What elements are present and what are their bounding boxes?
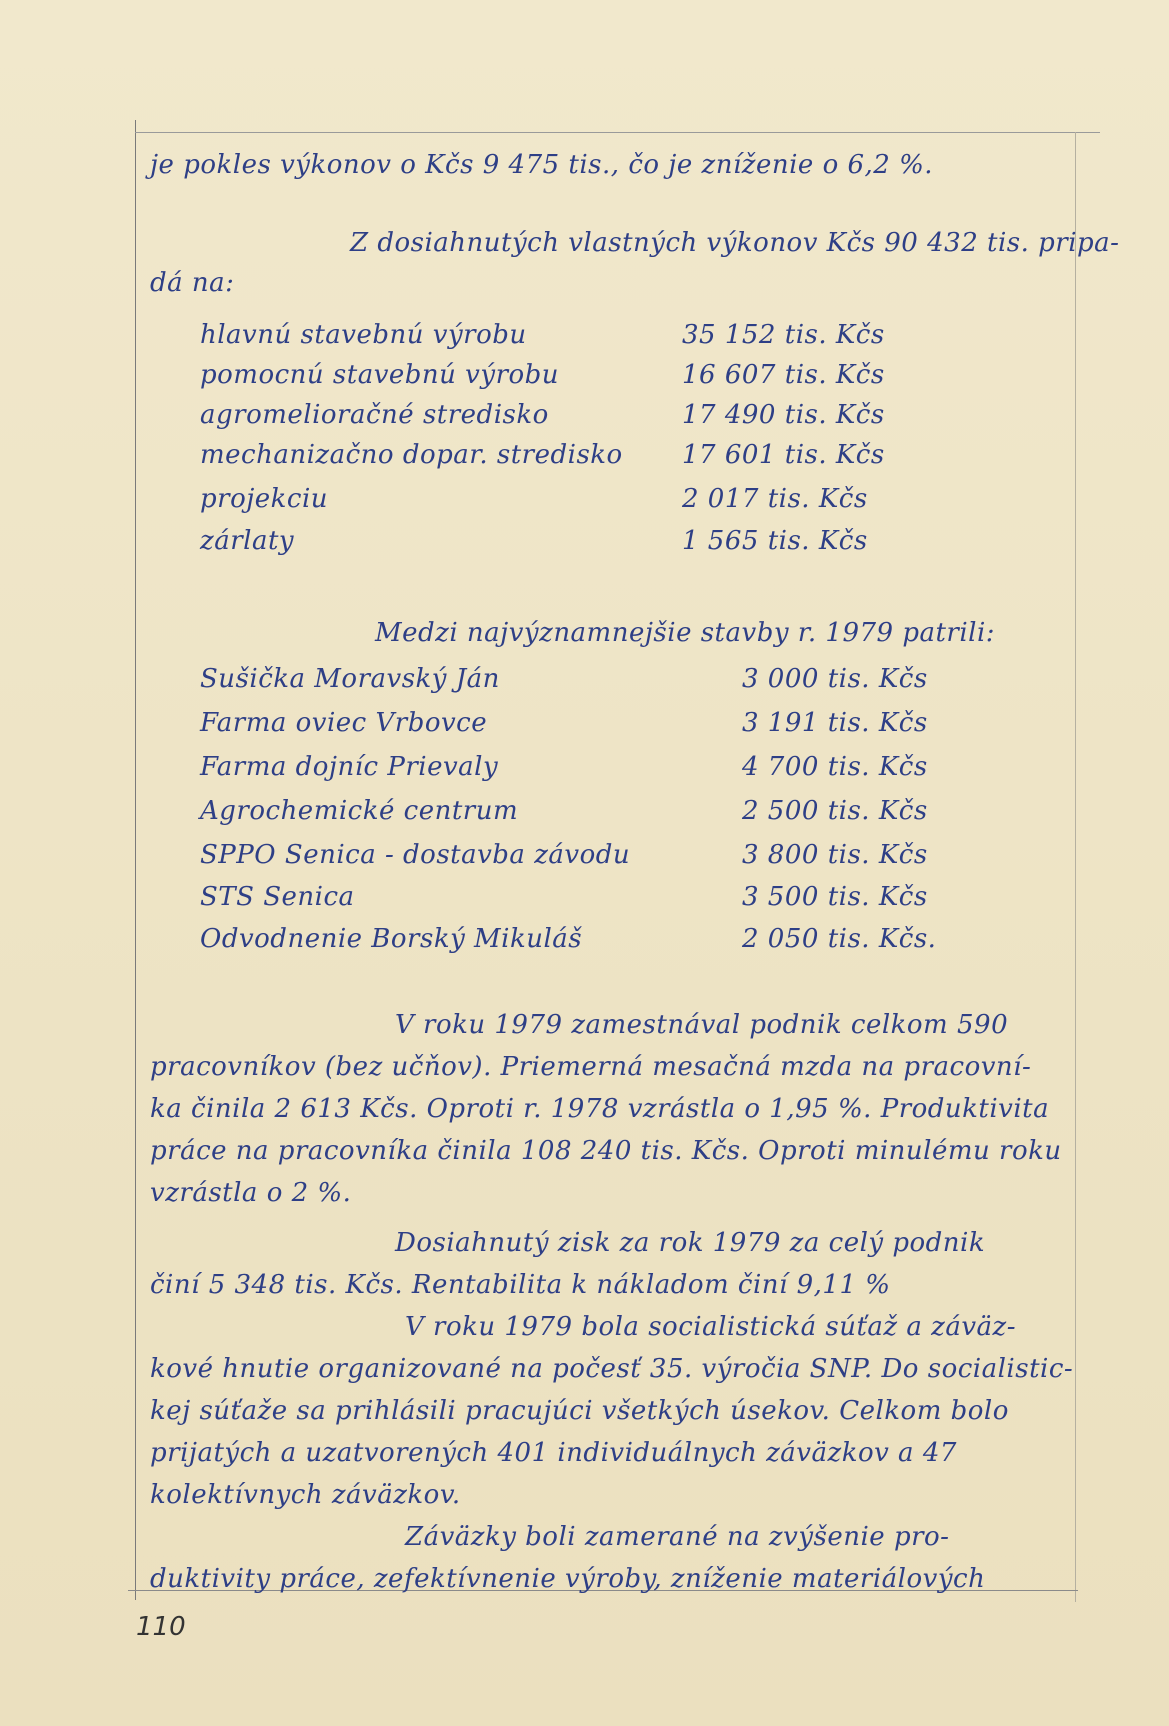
construction-label: Farma dojníc Prievaly: [200, 752, 499, 782]
breakdown-value: 35 152 tis. Kčs: [682, 320, 885, 350]
text-line: V roku 1979 bola socialistická súťaž a záväz-: [405, 1312, 1017, 1342]
margin-line-right: [1075, 132, 1076, 1602]
text-line: je pokles výkonov o Kčs 9 475 tis., čo je zníženie o 6,2 %.: [150, 150, 934, 180]
construction-label: SPPO Senica - dostavba závodu: [200, 840, 631, 870]
text-line: duktivity práce, zefektívnenie výroby, zníženie materiálových: [150, 1564, 986, 1594]
construction-label: Farma oviec Vrbovce: [200, 708, 488, 738]
breakdown-label: agromelioračné stredisko: [200, 400, 549, 430]
text-line: kolektívnych záväzkov.: [150, 1480, 461, 1510]
breakdown-value: 1 565 tis. Kčs: [682, 526, 868, 556]
breakdown-value: 17 490 tis. Kčs: [682, 400, 885, 430]
breakdown-value: 2 017 tis. Kčs: [682, 484, 868, 514]
construction-value: 2 500 tis. Kčs: [742, 796, 928, 826]
construction-label: Sušička Moravský Ján: [200, 664, 500, 694]
text-line: prijatých a uzatvorených 401 individuálnych záväzkov a 47: [150, 1438, 957, 1468]
section-heading: Medzi najvýznamnejšie stavby r. 1979 patrili:: [375, 618, 996, 648]
margin-line-top: [135, 132, 1100, 133]
construction-value: 3 800 tis. Kčs: [742, 840, 928, 870]
text-line: dá na:: [150, 268, 235, 298]
construction-label: Odvodnenie Borský Mikuláš: [200, 924, 583, 954]
construction-value: 4 700 tis. Kčs: [742, 752, 928, 782]
text-line: práce na pracovníka činila 108 240 tis. Kčs. Oproti minulému roku: [150, 1136, 1062, 1166]
margin-line-left: [135, 120, 136, 1600]
breakdown-label: pomocnú stavebnú výrobu: [200, 360, 560, 390]
breakdown-value: 16 607 tis. Kčs: [682, 360, 885, 390]
text-line: V roku 1979 zamestnával podnik celkom 590: [395, 1010, 1009, 1040]
construction-label: Agrochemické centrum: [200, 796, 519, 826]
breakdown-label: mechanizačno dopar. stredisko: [200, 440, 623, 470]
breakdown-label: zárlaty: [200, 526, 295, 556]
text-line: činí 5 348 tis. Kčs. Rentabilita k nákladom činí 9,11 %: [150, 1270, 891, 1300]
construction-value: 3 000 tis. Kčs: [742, 664, 928, 694]
page-number: 110: [136, 1612, 186, 1642]
breakdown-label: projekciu: [200, 484, 329, 514]
text-line: Záväzky boli zamerané na zvýšenie pro-: [405, 1522, 950, 1552]
construction-value: 3 191 tis. Kčs: [742, 708, 928, 738]
construction-value: 2 050 tis. Kčs.: [742, 924, 937, 954]
text-line: Dosiahnutý zisk za rok 1979 za celý podnik: [395, 1228, 986, 1258]
breakdown-value: 17 601 tis. Kčs: [682, 440, 885, 470]
text-line: vzrástla o 2 %.: [150, 1178, 352, 1208]
text-line: Z dosiahnutých vlastných výkonov Kčs 90 432 tis. pripa-: [350, 228, 1120, 258]
construction-value: 3 500 tis. Kčs: [742, 882, 928, 912]
text-line: kej súťaže sa prihlásili pracujúci všetkých úsekov. Celkom bolo: [150, 1396, 1009, 1426]
construction-label: STS Senica: [200, 882, 355, 912]
breakdown-label: hlavnú stavebnú výrobu: [200, 320, 527, 350]
text-line: pracovníkov (bez učňov). Priemerná mesačná mzda na pracovní-: [150, 1052, 1032, 1082]
text-line: kové hnutie organizované na počesť 35. výročia SNP. Do socialistic-: [150, 1354, 1074, 1384]
text-line: ka činila 2 613 Kčs. Oproti r. 1978 vzrástla o 1,95 %. Produktivita: [150, 1094, 1050, 1124]
